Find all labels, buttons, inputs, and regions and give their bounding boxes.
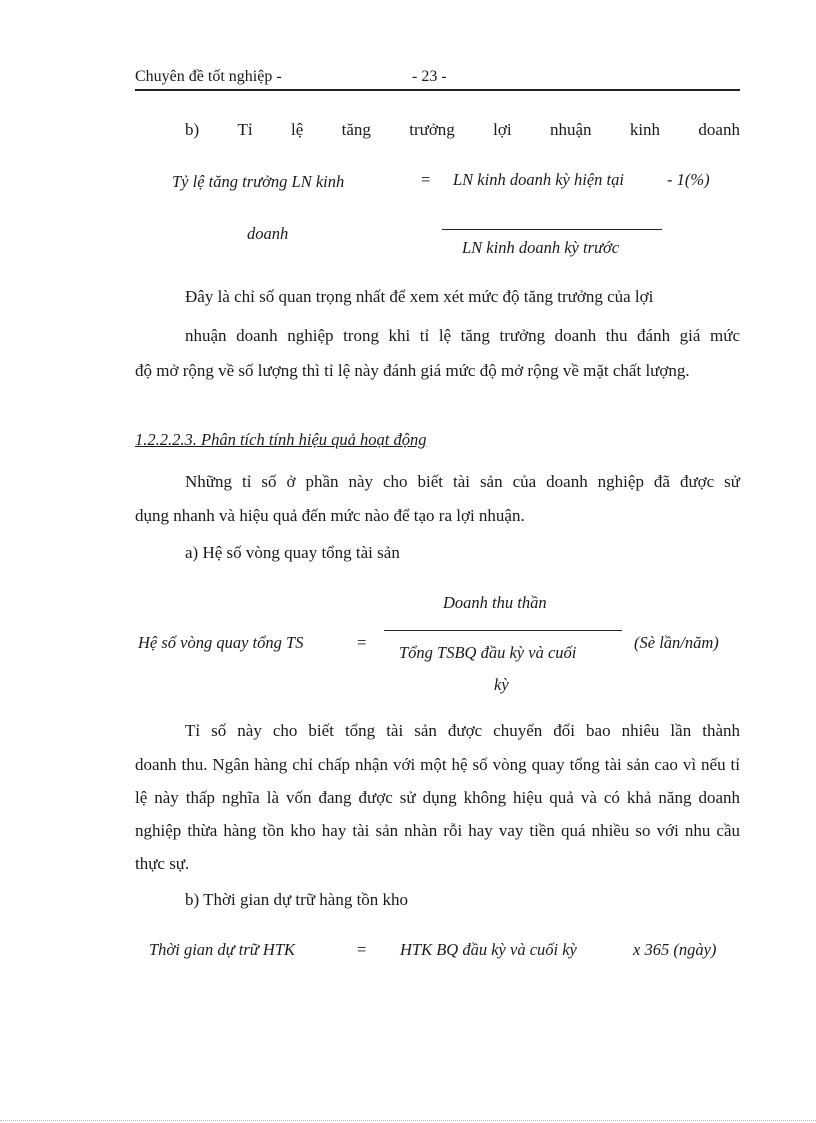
formula-a-equals: = [356,633,368,652]
b1-word: lệ [290,120,304,139]
formula1-fraction-bar [442,229,662,230]
formula-b-left: Thời gian dự trữ HTK [149,940,296,959]
formula-a-left: Hệ số vòng quay tổng TS [138,633,304,652]
para2-rest: dụng nhanh và hiệu quả đến mức nào để tạo ra lợi nhuận. [135,506,525,525]
formula1-equals: = [420,170,432,189]
formula1-minus-one: - 1(%) [667,170,710,189]
para3-line1: Tỉ số này cho biết tổng tài sản được chuyển đổi bao nhiêu lần thành [185,721,740,740]
formula1-left-line1: Tỷ lệ tăng trưởng LN kinh [172,172,345,191]
a-heading: a) Hệ số vòng quay tổng tài sản [185,543,400,562]
b1-word: nhuận [549,120,592,139]
para1-line1: Đây là chỉ số quan trọng nhất để xem xét mức độ tăng trưởng của lợi [185,287,654,306]
formula1-denominator: LN kinh doanh kỳ trước [462,238,620,257]
b1-word: trưởng [409,120,455,139]
formula-b-equals: = [356,940,368,959]
page-number: - 23 - [412,68,447,85]
header-title: Chuyên đề tốt nghiệp - [135,68,282,85]
formula-a-denominator-line2: kỳ [494,675,509,694]
page-bottom-border [0,1120,816,1121]
para3-rest: doanh thu. Ngân hàng chỉ chấp nhận với một hệ số vòng quay tổng tài sản cao vì nếu tỉ lệ này thấp nghĩa là vốn đang được sử dụng không hiệu quả và có khả năng doanh nghiệp thừa hàng tồn kho hay tài sản nhàn rỗi hay vay tiền quá nhiều so với nhu cầu thực sự. [135,755,740,873]
formula-a-denominator-line1: Tổng TSBQ đầu kỳ và cuối [399,643,577,662]
b1-word: b) [185,120,200,139]
b1-word: tăng [341,120,371,139]
para1-line2-wrap [185,326,740,346]
formula-b-multiplier: x 365 (ngày) [633,940,717,959]
b1-word: lợi [493,120,512,139]
para2-line1-wrap [185,472,740,492]
formula1-numerator: LN kinh doanh kỳ hiện tại [453,170,624,189]
header-rule [135,89,740,91]
b1-heading [185,120,740,140]
formula-a-fraction-bar [384,630,622,631]
para3-line1-wrap [185,721,740,741]
b1-word: kinh [629,120,661,139]
formula-a-numerator: Doanh thu thần [443,593,547,612]
para1-rest: độ mở rộng về số lượng thì tỉ lệ này đánh giá mức độ mở rộng về mặt chất lượng. [135,361,690,380]
b2-heading: b) Thời gian dự trữ hàng tồn kho [185,890,409,909]
formula-a-unit: (Sè lần/năm) [634,633,719,652]
b1-word: Tỉ [237,120,253,139]
para1-line2: nhuận doanh nghiệp trong khi tỉ lệ tăng trưởng doanh thu đánh giá mức [185,326,740,345]
b1-word: doanh [698,120,740,139]
formula1-left-line2: doanh [247,224,289,243]
formula-b-numerator: HTK BQ đầu kỳ và cuối kỳ [400,940,577,959]
section-title: 1.2.2.2.3. Phân tích tính hiệu quả hoạt động [135,430,427,449]
para2-line1: Những tỉ số ở phần này cho biết tài sản của doanh nghiệp đã được sử [185,472,740,491]
